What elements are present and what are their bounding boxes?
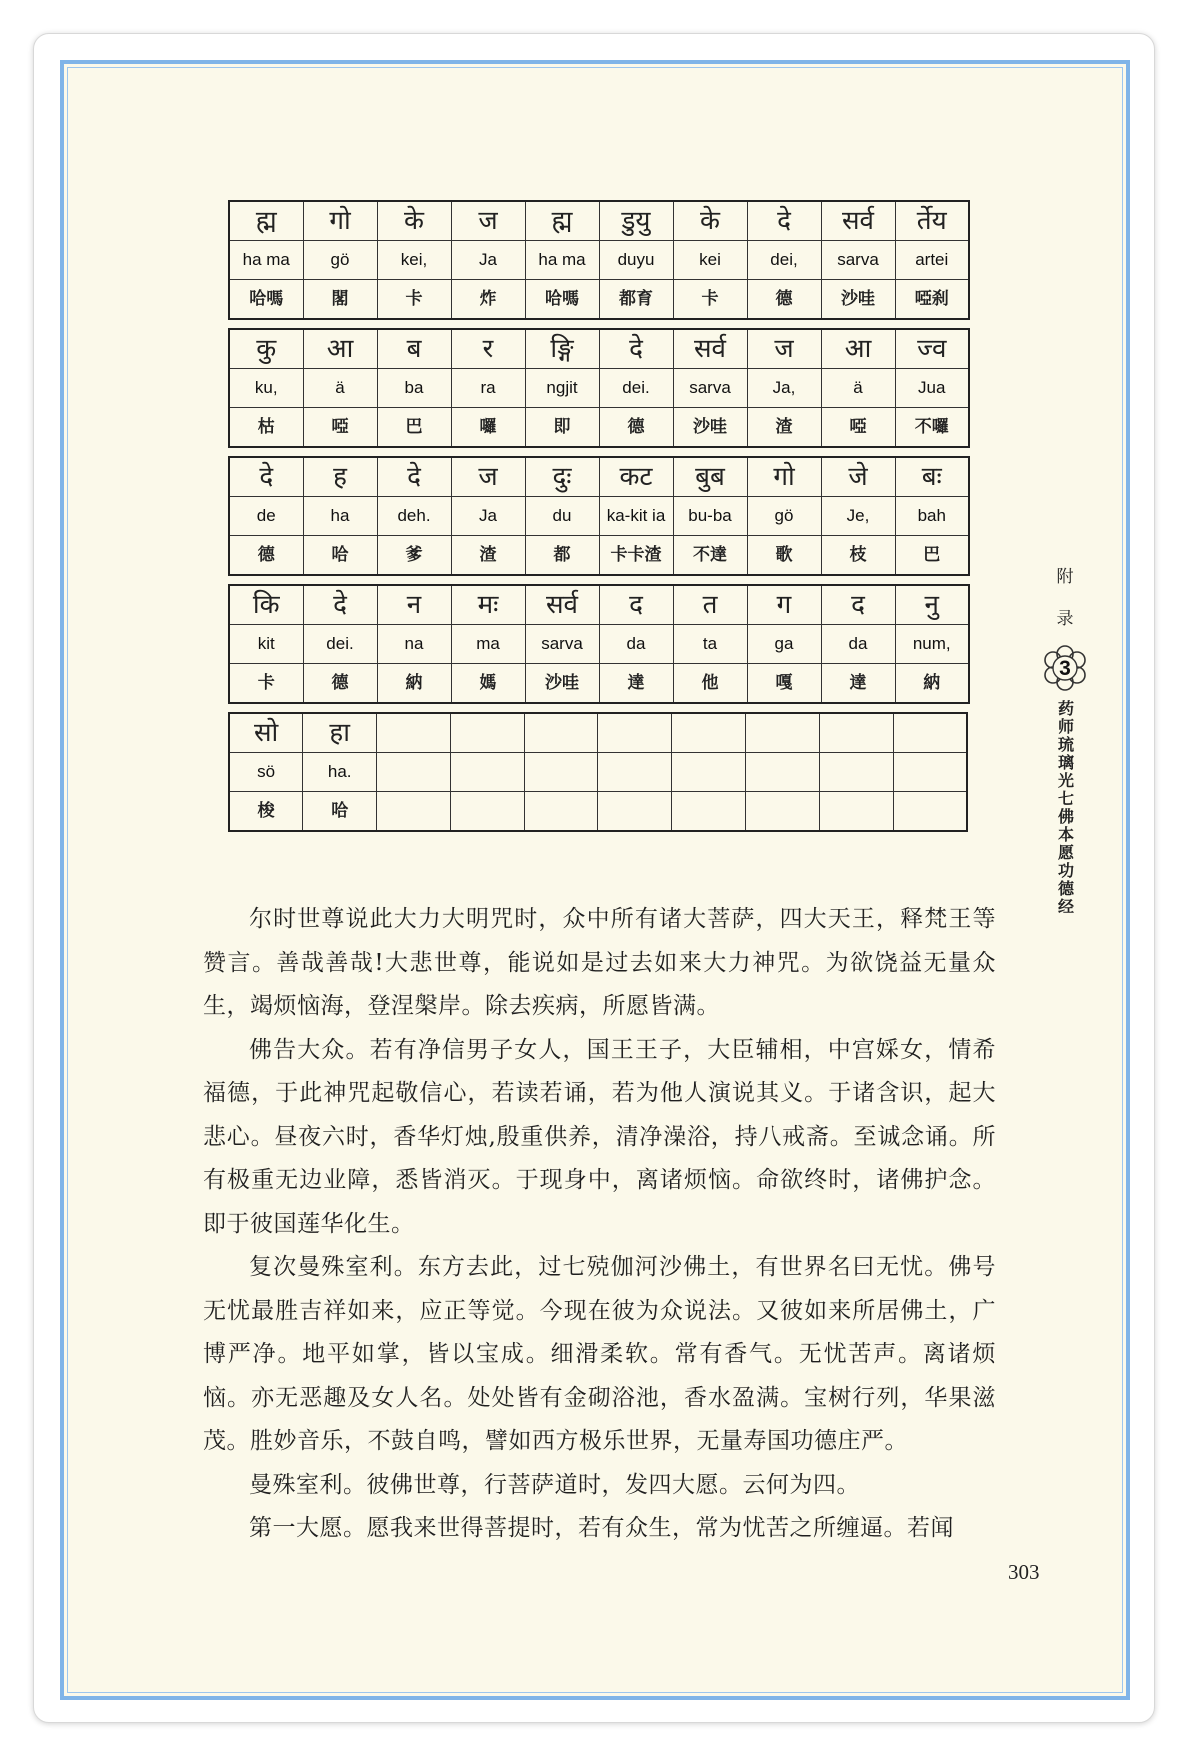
side-tab [1050, 556, 1080, 916]
sanskrit-cell: दे [229, 457, 303, 497]
chinese-transcription-cell: 閣 [303, 280, 377, 320]
romanization-cell: Ja [451, 241, 525, 280]
sanskrit-cell: दे [377, 457, 451, 497]
mantra-row [229, 408, 969, 448]
romanization-cell: da [821, 625, 895, 664]
romanization-cell: bah [895, 497, 969, 536]
chinese-transcription-cell: 梭 [229, 792, 303, 832]
mantra-row [229, 369, 969, 408]
chinese-transcription-cell: 媽 [451, 664, 525, 704]
chinese-transcription-cell: 哈 [303, 536, 377, 576]
chinese-transcription-cell: 哈嗎 [229, 280, 303, 320]
chinese-transcription-cell: 不達 [673, 536, 747, 576]
romanization-cell: Ja, [747, 369, 821, 408]
romanization-cell: sarva [821, 241, 895, 280]
chinese-transcription-cell: 歌 [747, 536, 821, 576]
sanskrit-cell: सर्व [525, 585, 599, 625]
sanskrit-cell: गो [303, 201, 377, 241]
romanization-cell: gö [747, 497, 821, 536]
chinese-transcription-cell: 卡 [229, 664, 303, 704]
sanskrit-cell: ह्म [229, 201, 303, 241]
mantra-row [229, 329, 969, 369]
mantra-group [228, 456, 970, 576]
side-section-label-2: 录 [1056, 609, 1074, 629]
sanskrit-cell: दे [747, 201, 821, 241]
sanskrit-cell: ज [451, 201, 525, 241]
romanization-cell: ha ma [525, 241, 599, 280]
romanization-cell: dei. [599, 369, 673, 408]
chinese-transcription-cell: 沙哇 [673, 408, 747, 448]
side-section-label-1: 附 [1056, 567, 1074, 587]
romanization-cell: da [599, 625, 673, 664]
sanskrit-cell [819, 713, 893, 753]
sanskrit-cell: ज [747, 329, 821, 369]
chinese-transcription-cell: 爹 [377, 536, 451, 576]
sanskrit-cell: द [821, 585, 895, 625]
sanskrit-cell: ग [747, 585, 821, 625]
romanization-cell [524, 753, 598, 792]
sanskrit-cell: ङ्गि [525, 329, 599, 369]
sanskrit-cell: के [673, 201, 747, 241]
sanskrit-cell: डुयु [599, 201, 673, 241]
chinese-transcription-cell: 炸 [451, 280, 525, 320]
romanization-cell [746, 753, 820, 792]
romanization-cell [893, 753, 967, 792]
romanization-cell: duyu [599, 241, 673, 280]
sanskrit-cell: द [599, 585, 673, 625]
romanization-cell: dei. [303, 625, 377, 664]
sanskrit-cell: ह्म [525, 201, 599, 241]
sanskrit-cell: मः [451, 585, 525, 625]
chinese-transcription-cell: 德 [229, 536, 303, 576]
chinese-transcription-cell: 巴 [377, 408, 451, 448]
romanization-cell: ka-kit ia [599, 497, 673, 536]
sanskrit-cell: न [377, 585, 451, 625]
chinese-transcription-cell [524, 792, 598, 832]
sanskrit-cell: र्तेय [895, 201, 969, 241]
sanskrit-cell: आ [821, 329, 895, 369]
chinese-transcription-cell: 德 [303, 664, 377, 704]
mantra-group [228, 712, 968, 832]
mantra-row [229, 664, 969, 704]
paragraph: 尔时世尊说此大力大明咒时，众中所有诸大菩萨，四大天王，释梵王等赞言。善哉善哉!大悲世尊，能说如是过去如来大力神咒。为欲饶益无量众生，竭烦恼海，登涅槃岸。除去疾病，所愿皆满。 [203, 906, 996, 1019]
sanskrit-cell: ब [377, 329, 451, 369]
chinese-transcription-cell: 沙哇 [821, 280, 895, 320]
mantra-row [229, 713, 967, 753]
chinese-transcription-cell: 都 [525, 536, 599, 576]
body-text [203, 898, 996, 1551]
chinese-transcription-cell [377, 792, 451, 832]
romanization-cell [598, 753, 672, 792]
mantra-row [229, 753, 967, 792]
sanskrit-cell: ज्व [895, 329, 969, 369]
romanization-cell: ku, [229, 369, 303, 408]
chinese-transcription-cell: 達 [821, 664, 895, 704]
chinese-transcription-cell: 嘎 [747, 664, 821, 704]
chinese-transcription-cell [672, 792, 746, 832]
mantra-row [229, 625, 969, 664]
sanskrit-cell: सर्व [673, 329, 747, 369]
romanization-cell [377, 753, 451, 792]
mantra-row [229, 585, 969, 625]
paragraph: 复次曼殊室利。东方去此，过七殑伽河沙佛土，有世界名曰无忧。佛号无忧最胜吉祥如来，应正等觉。今现在彼为众说法。又彼如来所居佛土，广博严净。地平如掌，皆以宝成。细滑柔软。常有香气。无忧苦声。离诸烦恼。亦无恶趣及女人名。处处皆有金砌浴池，香水盈满。宝树行列，华果滋茂。胜妙音乐，不鼓自鸣，譬如西方极乐世界，无量寿国功德庄严。 [203, 1254, 996, 1454]
sanskrit-cell: सर्व [821, 201, 895, 241]
mantra-row [229, 457, 969, 497]
romanization-cell: deh. [377, 497, 451, 536]
sanskrit-cell [598, 713, 672, 753]
sanskrit-cell: र [451, 329, 525, 369]
romanization-cell: de [229, 497, 303, 536]
mantra-group [228, 328, 970, 448]
sanskrit-cell: के [377, 201, 451, 241]
paragraph: 第一大愿。愿我来世得菩提时，若有众生，常为忧苦之所缠逼。若闻 [249, 1515, 954, 1541]
chinese-transcription-cell: 枝 [821, 536, 895, 576]
romanization-cell: ha ma [229, 241, 303, 280]
sanskrit-cell: दे [303, 585, 377, 625]
chinese-transcription-cell [598, 792, 672, 832]
chinese-transcription-cell: 卡 [673, 280, 747, 320]
chinese-transcription-cell: 枯 [229, 408, 303, 448]
chinese-transcription-cell: 囉 [451, 408, 525, 448]
chinese-transcription-cell: 納 [895, 664, 969, 704]
romanization-cell: dei, [747, 241, 821, 280]
mantra-row [229, 536, 969, 576]
chinese-transcription-cell: 巴 [895, 536, 969, 576]
sanskrit-cell [672, 713, 746, 753]
sanskrit-cell: नु [895, 585, 969, 625]
mantra-table [228, 200, 970, 840]
sanskrit-cell: बुब [673, 457, 747, 497]
romanization-cell: ba [377, 369, 451, 408]
romanization-cell: sö [229, 753, 303, 792]
romanization-cell: artei [895, 241, 969, 280]
romanization-cell: Jua [895, 369, 969, 408]
romanization-cell: ä [303, 369, 377, 408]
sanskrit-cell: दे [599, 329, 673, 369]
romanization-cell: du [525, 497, 599, 536]
chinese-transcription-cell: 啞 [821, 408, 895, 448]
sanskrit-cell: कट [599, 457, 673, 497]
chinese-transcription-cell [893, 792, 967, 832]
book-title: 药师琉璃光七佛本愿功德经 [1055, 700, 1075, 916]
chinese-transcription-cell: 即 [525, 408, 599, 448]
romanization-cell: ä [821, 369, 895, 408]
chinese-transcription-cell: 達 [599, 664, 673, 704]
romanization-cell [672, 753, 746, 792]
sanskrit-cell [893, 713, 967, 753]
mantra-row [229, 280, 969, 320]
chinese-transcription-cell: 渣 [747, 408, 821, 448]
sanskrit-cell: कि [229, 585, 303, 625]
romanization-cell: ta [673, 625, 747, 664]
mantra-row [229, 792, 967, 832]
chinese-transcription-cell [819, 792, 893, 832]
romanization-cell: ra [451, 369, 525, 408]
romanization-cell: num, [895, 625, 969, 664]
romanization-cell: ha [303, 497, 377, 536]
romanization-cell: Je, [821, 497, 895, 536]
sanskrit-cell: कु [229, 329, 303, 369]
sanskrit-cell: जे [821, 457, 895, 497]
page-number: 303 [1008, 1560, 1040, 1584]
flower-badge-icon [1039, 642, 1091, 694]
romanization-cell: kei, [377, 241, 451, 280]
chinese-transcription-cell: 德 [599, 408, 673, 448]
romanization-cell [819, 753, 893, 792]
romanization-cell: ngjit [525, 369, 599, 408]
sanskrit-cell: ज [451, 457, 525, 497]
paragraph: 曼殊室利。彼佛世尊，行菩萨道时，发四大愿。云何为四。 [249, 1471, 860, 1498]
chinese-transcription-cell: 沙哇 [525, 664, 599, 704]
romanization-cell: kit [229, 625, 303, 664]
sanskrit-cell: सो [229, 713, 303, 753]
romanization-cell: ga [747, 625, 821, 664]
chinese-transcription-cell: 卡卡渣 [599, 536, 673, 576]
sanskrit-cell: बः [895, 457, 969, 497]
chinese-transcription-cell: 納 [377, 664, 451, 704]
chinese-transcription-cell: 不囉 [895, 408, 969, 448]
romanization-cell [450, 753, 524, 792]
chinese-transcription-cell: 啞 [303, 408, 377, 448]
mantra-row [229, 201, 969, 241]
romanization-cell: gö [303, 241, 377, 280]
chinese-transcription-cell: 卡 [377, 280, 451, 320]
romanization-cell: ma [451, 625, 525, 664]
sanskrit-cell: गो [747, 457, 821, 497]
romanization-cell: na [377, 625, 451, 664]
sanskrit-cell: ह [303, 457, 377, 497]
chinese-transcription-cell: 啞刹 [895, 280, 969, 320]
chinese-transcription-cell: 渣 [451, 536, 525, 576]
romanization-cell: bu-ba [673, 497, 747, 536]
chinese-transcription-cell: 德 [747, 280, 821, 320]
sanskrit-cell [746, 713, 820, 753]
badge-number: 3 [1059, 657, 1071, 680]
mantra-row [229, 241, 969, 280]
sanskrit-cell [450, 713, 524, 753]
chinese-transcription-cell: 哈嗎 [525, 280, 599, 320]
mantra-group [228, 200, 970, 320]
sanskrit-cell: हा [303, 713, 377, 753]
sanskrit-cell: त [673, 585, 747, 625]
chinese-transcription-cell: 哈 [303, 792, 377, 832]
chinese-transcription-cell [450, 792, 524, 832]
sanskrit-cell [377, 713, 451, 753]
chinese-transcription-cell: 他 [673, 664, 747, 704]
chinese-transcription-cell: 都育 [599, 280, 673, 320]
mantra-row [229, 497, 969, 536]
sanskrit-cell: दुः [525, 457, 599, 497]
sanskrit-cell [524, 713, 598, 753]
romanization-cell: sarva [525, 625, 599, 664]
romanization-cell: sarva [673, 369, 747, 408]
chinese-transcription-cell [746, 792, 820, 832]
mantra-group [228, 584, 970, 704]
paragraph: 佛告大众。若有净信男子女人，国王王子，大臣辅相，中宫婇女，情希福德，于此神咒起敬信心，若读若诵，若为他人演说其义。于诸含识，起大悲心。昼夜六时，香华灯烛,殷重供养，清净澡浴，持八戒斋。至诚念诵。所有极重无边业障，悉皆消灭。于现身中，离诸烦恼。命欲终时，诸佛护念。即于彼国莲华化生。 [203, 1036, 996, 1237]
sanskrit-cell: आ [303, 329, 377, 369]
romanization-cell: kei [673, 241, 747, 280]
romanization-cell: Ja [451, 497, 525, 536]
romanization-cell: ha. [303, 753, 377, 792]
